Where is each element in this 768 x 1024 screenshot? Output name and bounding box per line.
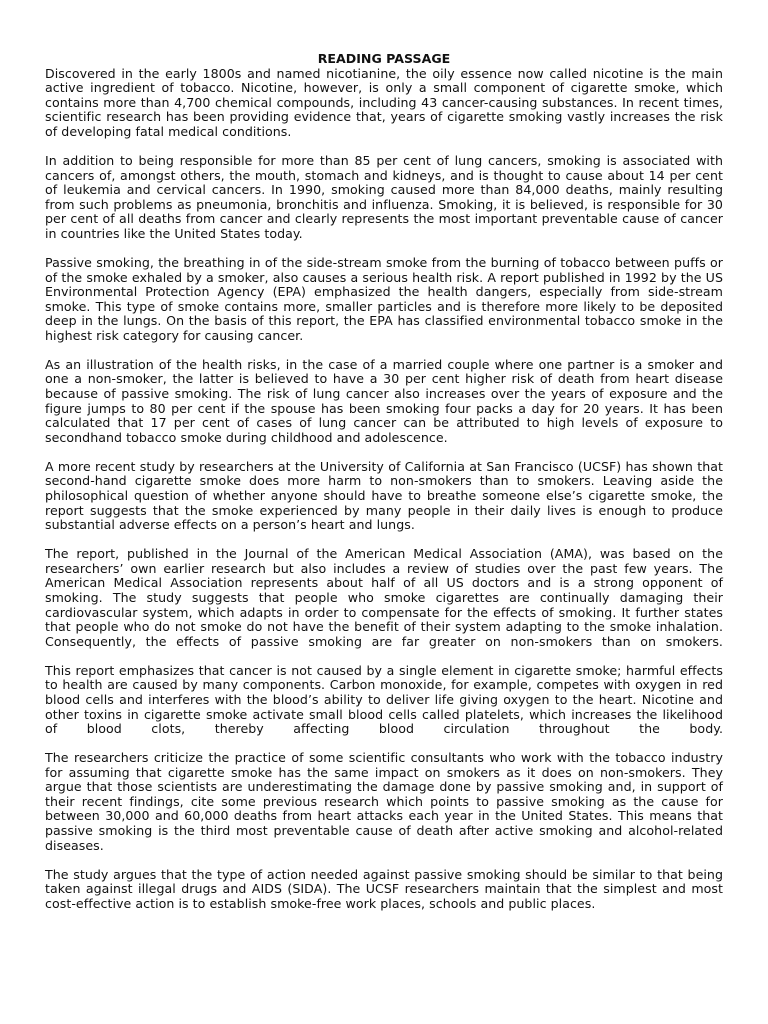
- paragraph-4: As an illustration of the health risks, in the case of a married couple where one partner is a smoker and one a non-smoker, the latter is believed to have a 30 per cent higher risk of death from heart disease because of passive smoking. The risk of lung cancer also increases over the years of exposure and the figure jumps to 80 per cent if the spouse has been smoking four packs a day for 20 years. It has been calculated that 17 per cent of cases of lung cancer can be attributed to high levels of exposure to secondhand tobacco smoke during childhood and adolescence.: [45, 356, 723, 445]
- paragraph-6: The report, published in the Journal of the American Medical Association (AMA), was based on the researchers’ own earlier research but also includes a review of studies over the past few years. The American Medical Association represents about half of all US doctors and is a strong opponent of smoking. The study suggests that people who smoke cigarettes are continually damaging their cardiovascular system, which adapts in order to compensate for the effects of smoking. It further states that people who do not smoke do not have the benefit of their system adapting to the smoke inhalation. Consequently, the effects of passive smoking are far greater on non-smokers than on smokers.: [45, 546, 723, 649]
- paragraph-7: This report emphasizes that cancer is not caused by a single element in cigarette smoke; harmful effects to health are caused by many components. Carbon monoxide, for example, competes with oxygen in red blood cells and interferes with the blood’s ability to deliver life giving oxygen to the heart. Nicotine and other toxins in cigarette smoke activate small blood cells called platelets, which increases the likelihood of blood clots, thereby affecting blood circulation throughout the body.: [45, 662, 723, 737]
- paragraph-1: Discovered in the early 1800s and named nicotianine, the oily essence now called nicotine is the main active ingredient of tobacco. Nicotine, however, is only a small component of cigarette smoke, which contains more than 4,700 chemical compounds, including 43 cancer-causing substances. In recent times, scientific research has been providing evidence that, years of cigarette smoking vastly increases the risk of developing fatal medical conditions.: [45, 65, 723, 139]
- reading-passage-page: [45, 52, 723, 926]
- paragraph-5: A more recent study by researchers at the University of California at San Francisco (UCSF) has shown that second-hand cigarette smoke does more harm to non-smokers than to smokers. Leaving aside the philosophical question of whether anyone should have to breathe someone else’s cigarette smoke, the report suggests that the smoke experienced by many people in their daily lives is enough to produce substantial adverse effects on a person’s heart and lungs.: [45, 458, 723, 533]
- paragraph-2: In addition to being responsible for more than 85 per cent of lung cancers, smoking is associated with cancers of, amongst others, the mouth, stomach and kidneys, and is thought to cause about 14 per cent of leukemia and cervical cancers. In 1990, smoking caused more than 84,000 deaths, mainly resulting from such problems as pneumonia, bronchitis and influenza. Smoking, it is believed, is responsible for 30 per cent of all deaths from cancer and clearly represents the most important preventable cause of cancer in countries like the United States today.: [45, 152, 723, 241]
- paragraph-3: Passive smoking, the breathing in of the side-stream smoke from the burning of tobacco between puffs or of the smoke exhaled by a smoker, also causes a serious health risk. A report published in 1992 by the US Environmental Protection Agency (EPA) emphasized the health dangers, especially from side-stream smoke. This type of smoke contains more, smaller particles and is therefore more likely to be deposited deep in the lungs. On the basis of this report, the EPA has classified environmental tobacco smoke in the highest risk category for causing cancer.: [45, 254, 723, 343]
- page-title: READING PASSAGE: [317, 51, 451, 66]
- paragraph-8: The researchers criticize the practice of some scientific consultants who work with the tobacco industry for assuming that cigarette smoke has the same impact on smokers as it does on non-smokers. They argue that those scientists are underestimating the damage done by passive smoking and, in support of their recent findings, cite some previous research which points to passive smoking as the cause for between 30,000 and 60,000 deaths from heart attacks each year in the United States. This means that passive smoking is the third most preventable cause of death after active smoking and alcohol-related diseases.: [45, 750, 723, 853]
- paragraph-9: The study argues that the type of action needed against passive smoking should be similar to that being taken against illegal drugs and AIDS (SIDA). The UCSF researchers maintain that the simplest and most cost-effective action is to establish smoke-free work places, schools and public places.: [45, 866, 723, 911]
